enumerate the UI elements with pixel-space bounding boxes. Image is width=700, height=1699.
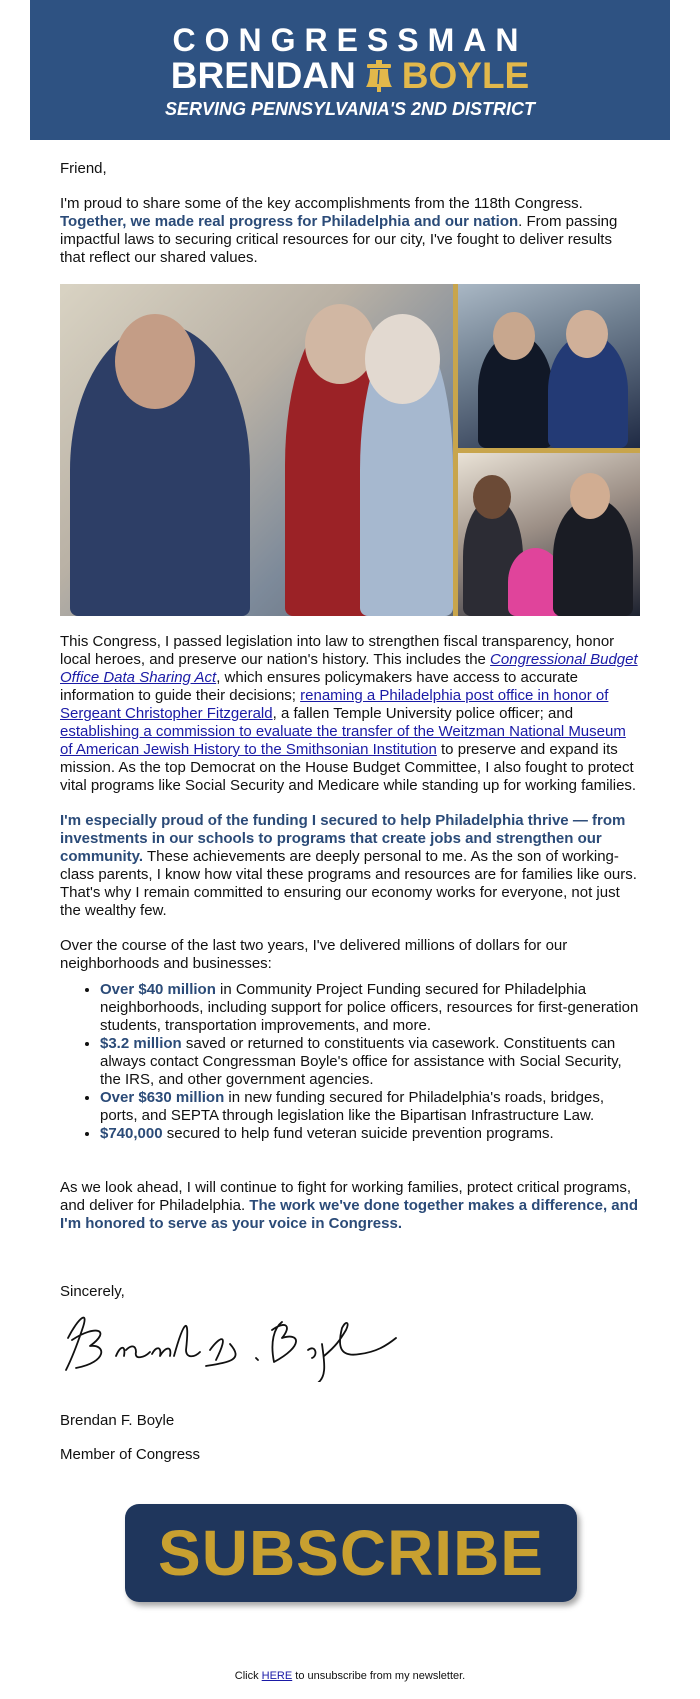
list-item <box>100 981 640 1035</box>
intro-paragraph <box>60 195 640 267</box>
closing-paragraph <box>60 1179 640 1233</box>
legislation-text-a: This Congress, I passed legislation into law to strengthen fiscal transparency, honor local heroes, and preserve our nation's history. This includes the <box>60 633 615 668</box>
bullet-amount: Over $630 million <box>100 1089 225 1106</box>
sincerely: Sincerely, <box>60 1283 125 1300</box>
intro-rest: . From passing impactful laws to securing critical resources for our city, I've fought to deliver results that reflect our shared values. <box>60 213 618 266</box>
subscribe-button[interactable]: SUBSCRIBE <box>125 1504 577 1602</box>
legislation-paragraph <box>60 633 640 795</box>
bullet-text: in new funding secured for Philadelphia's roads, bridges, ports, and SEPTA through legislation like the Bipartisan Infrastructure Law. <box>100 1089 604 1124</box>
letter-body <box>60 160 640 1318</box>
intro-text: I'm proud to share some of the key accomplishments from the 118th Congress. <box>60 195 583 212</box>
closing-text: As we look ahead, I will continue to fight for working families, protect critical programs, and deliver for Philadelphia. <box>60 1179 632 1214</box>
signer-title: Member of Congress <box>60 1446 201 1463</box>
museum-commission-link[interactable]: establishing a commission to evaluate the transfer of the Weitzman National Museum of American Jewish History to the Smithsonian Institution <box>60 723 626 758</box>
photo-top-right <box>458 284 640 448</box>
footer-text-pre: Click <box>234 1670 262 1682</box>
bullet-text: in Community Project Funding secured for Philadelphia neighborhoods, including support for police officers, resources for first-generation students, transportation improvements, and more. <box>100 981 639 1034</box>
list-item <box>100 1035 640 1089</box>
bullet-text: saved or returned to constituents via casework. Constituents can always contact Congressman Boyle's office for assistance with Social Security, the IRS, and other government agencies. <box>100 1035 622 1088</box>
header-subtitle: SERVING PENNSYLVANIA'S 2ND DISTRICT <box>164 99 535 119</box>
header-last-name: BOYLE <box>401 55 530 96</box>
funding-highlight: I'm especially proud of the funding I secured to help Philadelphia thrive — from investments in our schools to programs that create jobs and strengthen our community. <box>60 812 626 865</box>
photo-bottom-right <box>458 453 640 616</box>
bullet-amount: Over $40 million <box>100 981 216 998</box>
funding-paragraph <box>60 812 640 920</box>
bullet-amount: $3.2 million <box>100 1035 182 1052</box>
header-title: CONGRESSMAN <box>172 22 528 58</box>
intro-highlight: Together, we made real progress for Philadelphia and our nation <box>60 213 519 230</box>
funding-rest: These achievements are deeply personal to me. As the son of working-class parents, I know how vital these programs and resources are for families like ours. That's why I remain committed to ensuring our economy works for everyone, not just the wealthy few. <box>60 848 637 919</box>
liberty-bell-icon <box>364 60 394 100</box>
cbo-act-link[interactable]: Congressional Budget Office Data Sharing Act <box>60 651 638 686</box>
list-item <box>100 1089 640 1125</box>
bullet-text: secured to help fund veteran suicide prevention programs. <box>162 1125 554 1142</box>
photo-collage <box>60 284 640 616</box>
accomplishments-list <box>60 981 640 1143</box>
signature-image <box>60 1300 400 1382</box>
signer-name: Brendan F. Boyle <box>60 1412 175 1429</box>
legislation-text-b: , which ensures policymakers have access to accurate information to guide their decisions; <box>60 669 579 704</box>
legislation-text-d: to preserve and expand its mission. As the top Democrat on the House Budget Committee, I also fought to protect vital programs like Social Security and Medicare while standing up for working families. <box>60 741 637 794</box>
list-item <box>100 1125 640 1143</box>
header-banner <box>30 0 670 140</box>
greeting: Friend, <box>60 160 107 177</box>
bullet-amount: $740,000 <box>100 1125 163 1142</box>
legislation-text-c: , a fallen Temple University police officer; and <box>272 705 574 722</box>
header-name <box>30 56 670 100</box>
post-office-link[interactable]: renaming a Philadelphia post office in honor of Sergeant Christopher Fitzgerald <box>60 687 609 722</box>
header-first-name: BRENDAN <box>170 55 356 96</box>
unsubscribe-link[interactable]: HERE <box>261 1670 293 1682</box>
footer <box>30 1670 670 1682</box>
email-container <box>30 0 670 1699</box>
delivered-paragraph: Over the course of the last two years, I've delivered millions of dollars for our neighborhoods and businesses: <box>60 937 568 972</box>
closing-highlight: The work we've done together makes a difference, and I'm honored to serve as your voice in Congress. <box>60 1197 638 1232</box>
photo-main <box>60 284 453 616</box>
footer-text-post: to unsubscribe from my newsletter. <box>292 1670 466 1682</box>
